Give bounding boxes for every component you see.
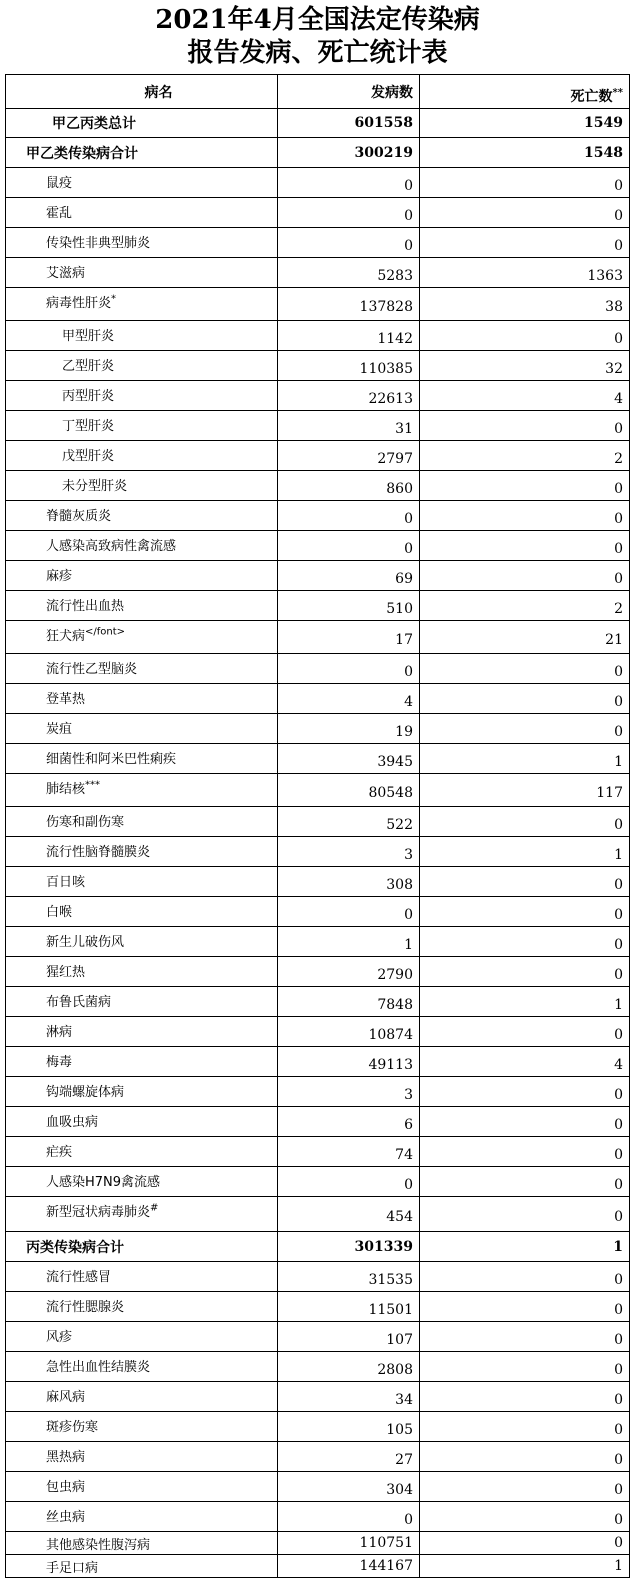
- row-deaths: 0: [420, 228, 630, 258]
- table-row: [6, 531, 630, 561]
- disease-name-label: 丙型肝炎: [62, 389, 115, 404]
- header-disease-name: 病名: [6, 75, 278, 109]
- row-cases: 301339: [278, 1232, 420, 1262]
- row-deaths: 0: [420, 198, 630, 228]
- table-row: [6, 138, 630, 168]
- row-deaths: 0: [420, 957, 630, 987]
- table-row: [6, 1137, 630, 1167]
- row-cases: 74: [278, 1137, 420, 1167]
- disease-name-label: 手足口病: [46, 1560, 99, 1576]
- row-deaths: 2: [420, 591, 630, 621]
- row-cases: 80548: [278, 774, 420, 807]
- row-cases: 19: [278, 714, 420, 744]
- table-header-row: [6, 75, 630, 109]
- row-cases: 860: [278, 471, 420, 501]
- row-disease-name: [6, 987, 278, 1017]
- row-cases: 3: [278, 1077, 420, 1107]
- disease-name-label: 猩红热: [46, 965, 86, 980]
- table-row: [6, 381, 630, 411]
- row-cases: 1: [278, 927, 420, 957]
- row-deaths: 0: [420, 1472, 630, 1502]
- disease-name-label: 艾滋病: [46, 266, 86, 281]
- row-deaths: 21: [420, 621, 630, 654]
- row-deaths: 1363: [420, 258, 630, 288]
- disease-name-label: 百日咳: [46, 875, 86, 890]
- row-cases: 11501: [278, 1292, 420, 1322]
- row-deaths: 0: [420, 1167, 630, 1197]
- disease-name-label: 其他感染性腹泻病: [46, 1537, 151, 1553]
- footnote-mark: #: [150, 1202, 159, 1214]
- row-disease-name: [6, 531, 278, 561]
- table-row: [6, 1555, 630, 1578]
- row-disease-name: [6, 957, 278, 987]
- table-row: [6, 591, 630, 621]
- row-cases: 0: [278, 1502, 420, 1532]
- disease-name-label: 丝虫病: [46, 1510, 86, 1525]
- disease-name-label: 钩端螺旋体病: [46, 1085, 125, 1100]
- row-disease-name: [6, 228, 278, 258]
- row-deaths: 2: [420, 441, 630, 471]
- disease-name-label: 黑热病: [46, 1450, 86, 1465]
- row-disease-name: [6, 1472, 278, 1502]
- disease-name-label: 疟疾: [46, 1145, 73, 1160]
- row-cases: 3: [278, 837, 420, 867]
- row-disease-name: [6, 591, 278, 621]
- disease-name-label: 人感染H7N9禽流感: [46, 1175, 161, 1190]
- row-disease-name: [6, 1262, 278, 1292]
- table-row: [6, 654, 630, 684]
- row-disease-name: [6, 837, 278, 867]
- disease-name-label: 人感染高致病性禽流感: [46, 539, 177, 554]
- row-deaths: 0: [420, 1107, 630, 1137]
- table-row: [6, 1322, 630, 1352]
- row-disease-name: [6, 1322, 278, 1352]
- table-row: [6, 1077, 630, 1107]
- disease-name-label: 炭疽: [46, 722, 73, 737]
- row-deaths: 0: [420, 927, 630, 957]
- disease-name-label: 伤寒和副伤寒: [46, 815, 125, 830]
- disease-name-label: 麻风病: [46, 1390, 86, 1405]
- row-disease-name: [6, 1412, 278, 1442]
- table-row: [6, 807, 630, 837]
- row-cases: 300219: [278, 138, 420, 168]
- table-row: [6, 561, 630, 591]
- row-deaths: 0: [420, 471, 630, 501]
- row-deaths: 1548: [420, 138, 630, 168]
- row-deaths: 4: [420, 1047, 630, 1077]
- row-disease-name: [6, 1532, 278, 1555]
- table-row: [6, 411, 630, 441]
- table-row: [6, 1167, 630, 1197]
- row-disease-name: [6, 321, 278, 351]
- table-row: [6, 927, 630, 957]
- disease-name-label: 丁型肝炎: [62, 419, 115, 434]
- row-disease-name: [6, 1167, 278, 1197]
- row-disease-name: [6, 897, 278, 927]
- row-disease-name: [6, 744, 278, 774]
- row-deaths: 0: [420, 531, 630, 561]
- row-cases: 107: [278, 1322, 420, 1352]
- row-cases: 110751: [278, 1532, 420, 1555]
- row-deaths: 1: [420, 837, 630, 867]
- row-disease-name: [6, 1555, 278, 1578]
- disease-name-label: 新型冠状病毒肺炎: [46, 1205, 151, 1220]
- row-cases: 31535: [278, 1262, 420, 1292]
- row-cases: 4: [278, 684, 420, 714]
- table-row: [6, 1197, 630, 1232]
- row-deaths: 0: [420, 1017, 630, 1047]
- row-disease-name: [6, 621, 278, 654]
- row-disease-name: [6, 1442, 278, 1472]
- row-disease-name: [6, 1352, 278, 1382]
- row-deaths: 0: [420, 1137, 630, 1167]
- row-disease-name: [6, 867, 278, 897]
- row-cases: 2797: [278, 441, 420, 471]
- row-disease-name: [6, 684, 278, 714]
- row-disease-name: [6, 807, 278, 837]
- row-disease-name: [6, 1107, 278, 1137]
- row-disease-name: [6, 927, 278, 957]
- title-line-2: 报告发病、死亡统计表: [187, 38, 448, 68]
- table-row: [6, 1047, 630, 1077]
- row-disease-name: [6, 109, 278, 138]
- table-row: [6, 774, 630, 807]
- row-deaths: 0: [420, 1262, 630, 1292]
- footnote-mark: ***: [85, 779, 101, 791]
- row-disease-name: [6, 168, 278, 198]
- row-deaths: 1: [420, 1232, 630, 1262]
- row-disease-name: [6, 774, 278, 807]
- row-cases: 3945: [278, 744, 420, 774]
- row-cases: 0: [278, 531, 420, 561]
- table-row: [6, 228, 630, 258]
- row-disease-name: [6, 138, 278, 168]
- header-deaths: [420, 75, 630, 109]
- disease-name-label: 甲型肝炎: [62, 329, 115, 344]
- row-deaths: 4: [420, 381, 630, 411]
- row-deaths: 0: [420, 1077, 630, 1107]
- row-deaths: 0: [420, 1352, 630, 1382]
- row-cases: 31: [278, 411, 420, 441]
- row-disease-name: [6, 561, 278, 591]
- disease-name-label: 细菌性和阿米巴性痢疾: [46, 752, 177, 767]
- disease-name-label: 甲乙类传染病合计: [26, 145, 138, 162]
- row-disease-name: [6, 1502, 278, 1532]
- table-row: [6, 987, 630, 1017]
- table-row: [6, 714, 630, 744]
- row-cases: 27: [278, 1442, 420, 1472]
- disease-name-label: 淋病: [46, 1025, 73, 1040]
- disease-name-label: 病毒性肝炎: [46, 296, 112, 311]
- disease-name-label: 丙类传染病合计: [26, 1239, 124, 1256]
- disease-name-label: 流行性乙型脑炎: [46, 662, 138, 677]
- row-cases: 49113: [278, 1047, 420, 1077]
- row-disease-name: [6, 441, 278, 471]
- row-cases: 34: [278, 1382, 420, 1412]
- table-row: [6, 1232, 630, 1262]
- row-cases: 601558: [278, 109, 420, 138]
- row-cases: 137828: [278, 288, 420, 321]
- row-disease-name: [6, 654, 278, 684]
- row-deaths: 0: [420, 411, 630, 441]
- row-disease-name: [6, 351, 278, 381]
- disease-name-label: 鼠疫: [46, 176, 73, 191]
- row-deaths: 0: [420, 1322, 630, 1352]
- disease-name-label: 梅毒: [46, 1055, 73, 1070]
- row-deaths: 1: [420, 1555, 630, 1578]
- disease-name-label: 流行性出血热: [46, 599, 125, 614]
- table-row: [6, 867, 630, 897]
- disease-name-label: 斑疹伤寒: [46, 1420, 99, 1435]
- disease-statistics-table: [5, 74, 630, 1578]
- table-row: [6, 471, 630, 501]
- row-cases: 0: [278, 501, 420, 531]
- header-deaths-mark: **: [612, 87, 623, 99]
- disease-name-label: 风疹: [46, 1330, 73, 1345]
- row-cases: 144167: [278, 1555, 420, 1578]
- row-deaths: 1: [420, 987, 630, 1017]
- row-cases: 2808: [278, 1352, 420, 1382]
- header-cases: 发病数: [278, 75, 420, 109]
- row-deaths: 0: [420, 1442, 630, 1472]
- disease-name-label: 脊髓灰质炎: [46, 509, 112, 524]
- disease-name-label: 流行性感冒: [46, 1270, 112, 1285]
- disease-name-label: 戊型肝炎: [62, 449, 115, 464]
- row-cases: 454: [278, 1197, 420, 1232]
- row-cases: 110385: [278, 351, 420, 381]
- row-deaths: 0: [420, 654, 630, 684]
- row-cases: 0: [278, 1167, 420, 1197]
- table-row: [6, 1107, 630, 1137]
- row-deaths: 0: [420, 807, 630, 837]
- row-cases: 510: [278, 591, 420, 621]
- table-row: [6, 351, 630, 381]
- table-row: [6, 1442, 630, 1472]
- disease-name-label: 麻疹: [46, 569, 73, 584]
- disease-name-label: 流行性腮腺炎: [46, 1300, 125, 1315]
- row-cases: 22613: [278, 381, 420, 411]
- table-row: [6, 684, 630, 714]
- row-cases: 0: [278, 228, 420, 258]
- table-row: [6, 1382, 630, 1412]
- row-cases: 10874: [278, 1017, 420, 1047]
- row-deaths: 0: [420, 1502, 630, 1532]
- table-row: [6, 621, 630, 654]
- table-row: [6, 897, 630, 927]
- table-row: [6, 1262, 630, 1292]
- row-deaths: 0: [420, 168, 630, 198]
- row-disease-name: [6, 1137, 278, 1167]
- disease-name-label: 包虫病: [46, 1480, 86, 1495]
- row-disease-name: [6, 258, 278, 288]
- row-disease-name: [6, 198, 278, 228]
- disease-name-label: 白喉: [46, 905, 73, 920]
- row-cases: 0: [278, 198, 420, 228]
- row-cases: 522: [278, 807, 420, 837]
- table-row: [6, 744, 630, 774]
- disease-name-label: 登革热: [46, 692, 86, 707]
- row-disease-name: [6, 1292, 278, 1322]
- row-disease-name: [6, 501, 278, 531]
- row-cases: 6: [278, 1107, 420, 1137]
- row-deaths: 0: [420, 1412, 630, 1442]
- row-deaths: 0: [420, 714, 630, 744]
- row-disease-name: [6, 411, 278, 441]
- row-deaths: 0: [420, 1197, 630, 1232]
- disease-name-label: 肺结核: [46, 782, 86, 797]
- disease-name-label: 血吸虫病: [46, 1115, 99, 1130]
- table-row: [6, 1412, 630, 1442]
- disease-name-label: 传染性非典型肺炎: [46, 236, 151, 251]
- row-cases: 304: [278, 1472, 420, 1502]
- row-cases: 308: [278, 867, 420, 897]
- row-deaths: 0: [420, 867, 630, 897]
- row-deaths: 0: [420, 1382, 630, 1412]
- row-cases: 0: [278, 654, 420, 684]
- table-row: [6, 198, 630, 228]
- row-disease-name: [6, 1197, 278, 1232]
- header-deaths-label: 死亡数: [570, 89, 613, 105]
- row-cases: 5283: [278, 258, 420, 288]
- row-cases: 2790: [278, 957, 420, 987]
- table-row: [6, 1532, 630, 1555]
- table-row: [6, 321, 630, 351]
- row-disease-name: [6, 1077, 278, 1107]
- row-disease-name: [6, 1382, 278, 1412]
- row-disease-name: [6, 714, 278, 744]
- row-cases: 1142: [278, 321, 420, 351]
- disease-name-label: 急性出血性结膜炎: [46, 1360, 151, 1375]
- row-deaths: 0: [420, 684, 630, 714]
- table-row: [6, 168, 630, 198]
- row-disease-name: [6, 1017, 278, 1047]
- page-title: [0, 0, 635, 74]
- row-deaths: 1549: [420, 109, 630, 138]
- row-deaths: 1: [420, 744, 630, 774]
- disease-name-label: 流行性脑脊髓膜炎: [46, 845, 151, 860]
- row-cases: 7848: [278, 987, 420, 1017]
- table-row: [6, 501, 630, 531]
- row-deaths: 117: [420, 774, 630, 807]
- disease-name-label: 狂犬病: [46, 629, 86, 644]
- row-deaths: 32: [420, 351, 630, 381]
- table-row: [6, 837, 630, 867]
- table-row: [6, 1292, 630, 1322]
- table-row: [6, 109, 630, 138]
- table-row: [6, 258, 630, 288]
- disease-name-label: 新生儿破伤风: [46, 935, 125, 950]
- row-deaths: 38: [420, 288, 630, 321]
- table-row: [6, 1352, 630, 1382]
- row-deaths: 0: [420, 321, 630, 351]
- disease-name-label: 布鲁氏菌病: [46, 995, 112, 1010]
- table-row: [6, 1017, 630, 1047]
- disease-name-label: 未分型肝炎: [62, 479, 128, 494]
- row-deaths: 0: [420, 897, 630, 927]
- row-disease-name: [6, 471, 278, 501]
- table-row: [6, 1472, 630, 1502]
- row-disease-name: [6, 381, 278, 411]
- row-deaths: 0: [420, 501, 630, 531]
- row-cases: 0: [278, 168, 420, 198]
- row-cases: 0: [278, 897, 420, 927]
- table-row: [6, 288, 630, 321]
- row-cases: 17: [278, 621, 420, 654]
- row-cases: 69: [278, 561, 420, 591]
- row-disease-name: [6, 288, 278, 321]
- row-deaths: 0: [420, 1532, 630, 1555]
- disease-name-label: 甲乙丙类总计: [52, 116, 136, 132]
- table-row: [6, 957, 630, 987]
- row-cases: 105: [278, 1412, 420, 1442]
- footnote-mark: *: [111, 293, 117, 305]
- row-disease-name: [6, 1047, 278, 1077]
- title-line-1: 2021年4月全国法定传染病: [155, 5, 480, 35]
- footnote-mark: </font>: [85, 626, 126, 638]
- table-row: [6, 441, 630, 471]
- disease-name-label: 霍乱: [46, 206, 73, 221]
- row-deaths: 0: [420, 561, 630, 591]
- disease-name-label: 乙型肝炎: [62, 359, 115, 374]
- row-disease-name: [6, 1232, 278, 1262]
- row-deaths: 0: [420, 1292, 630, 1322]
- table-row: [6, 1502, 630, 1532]
